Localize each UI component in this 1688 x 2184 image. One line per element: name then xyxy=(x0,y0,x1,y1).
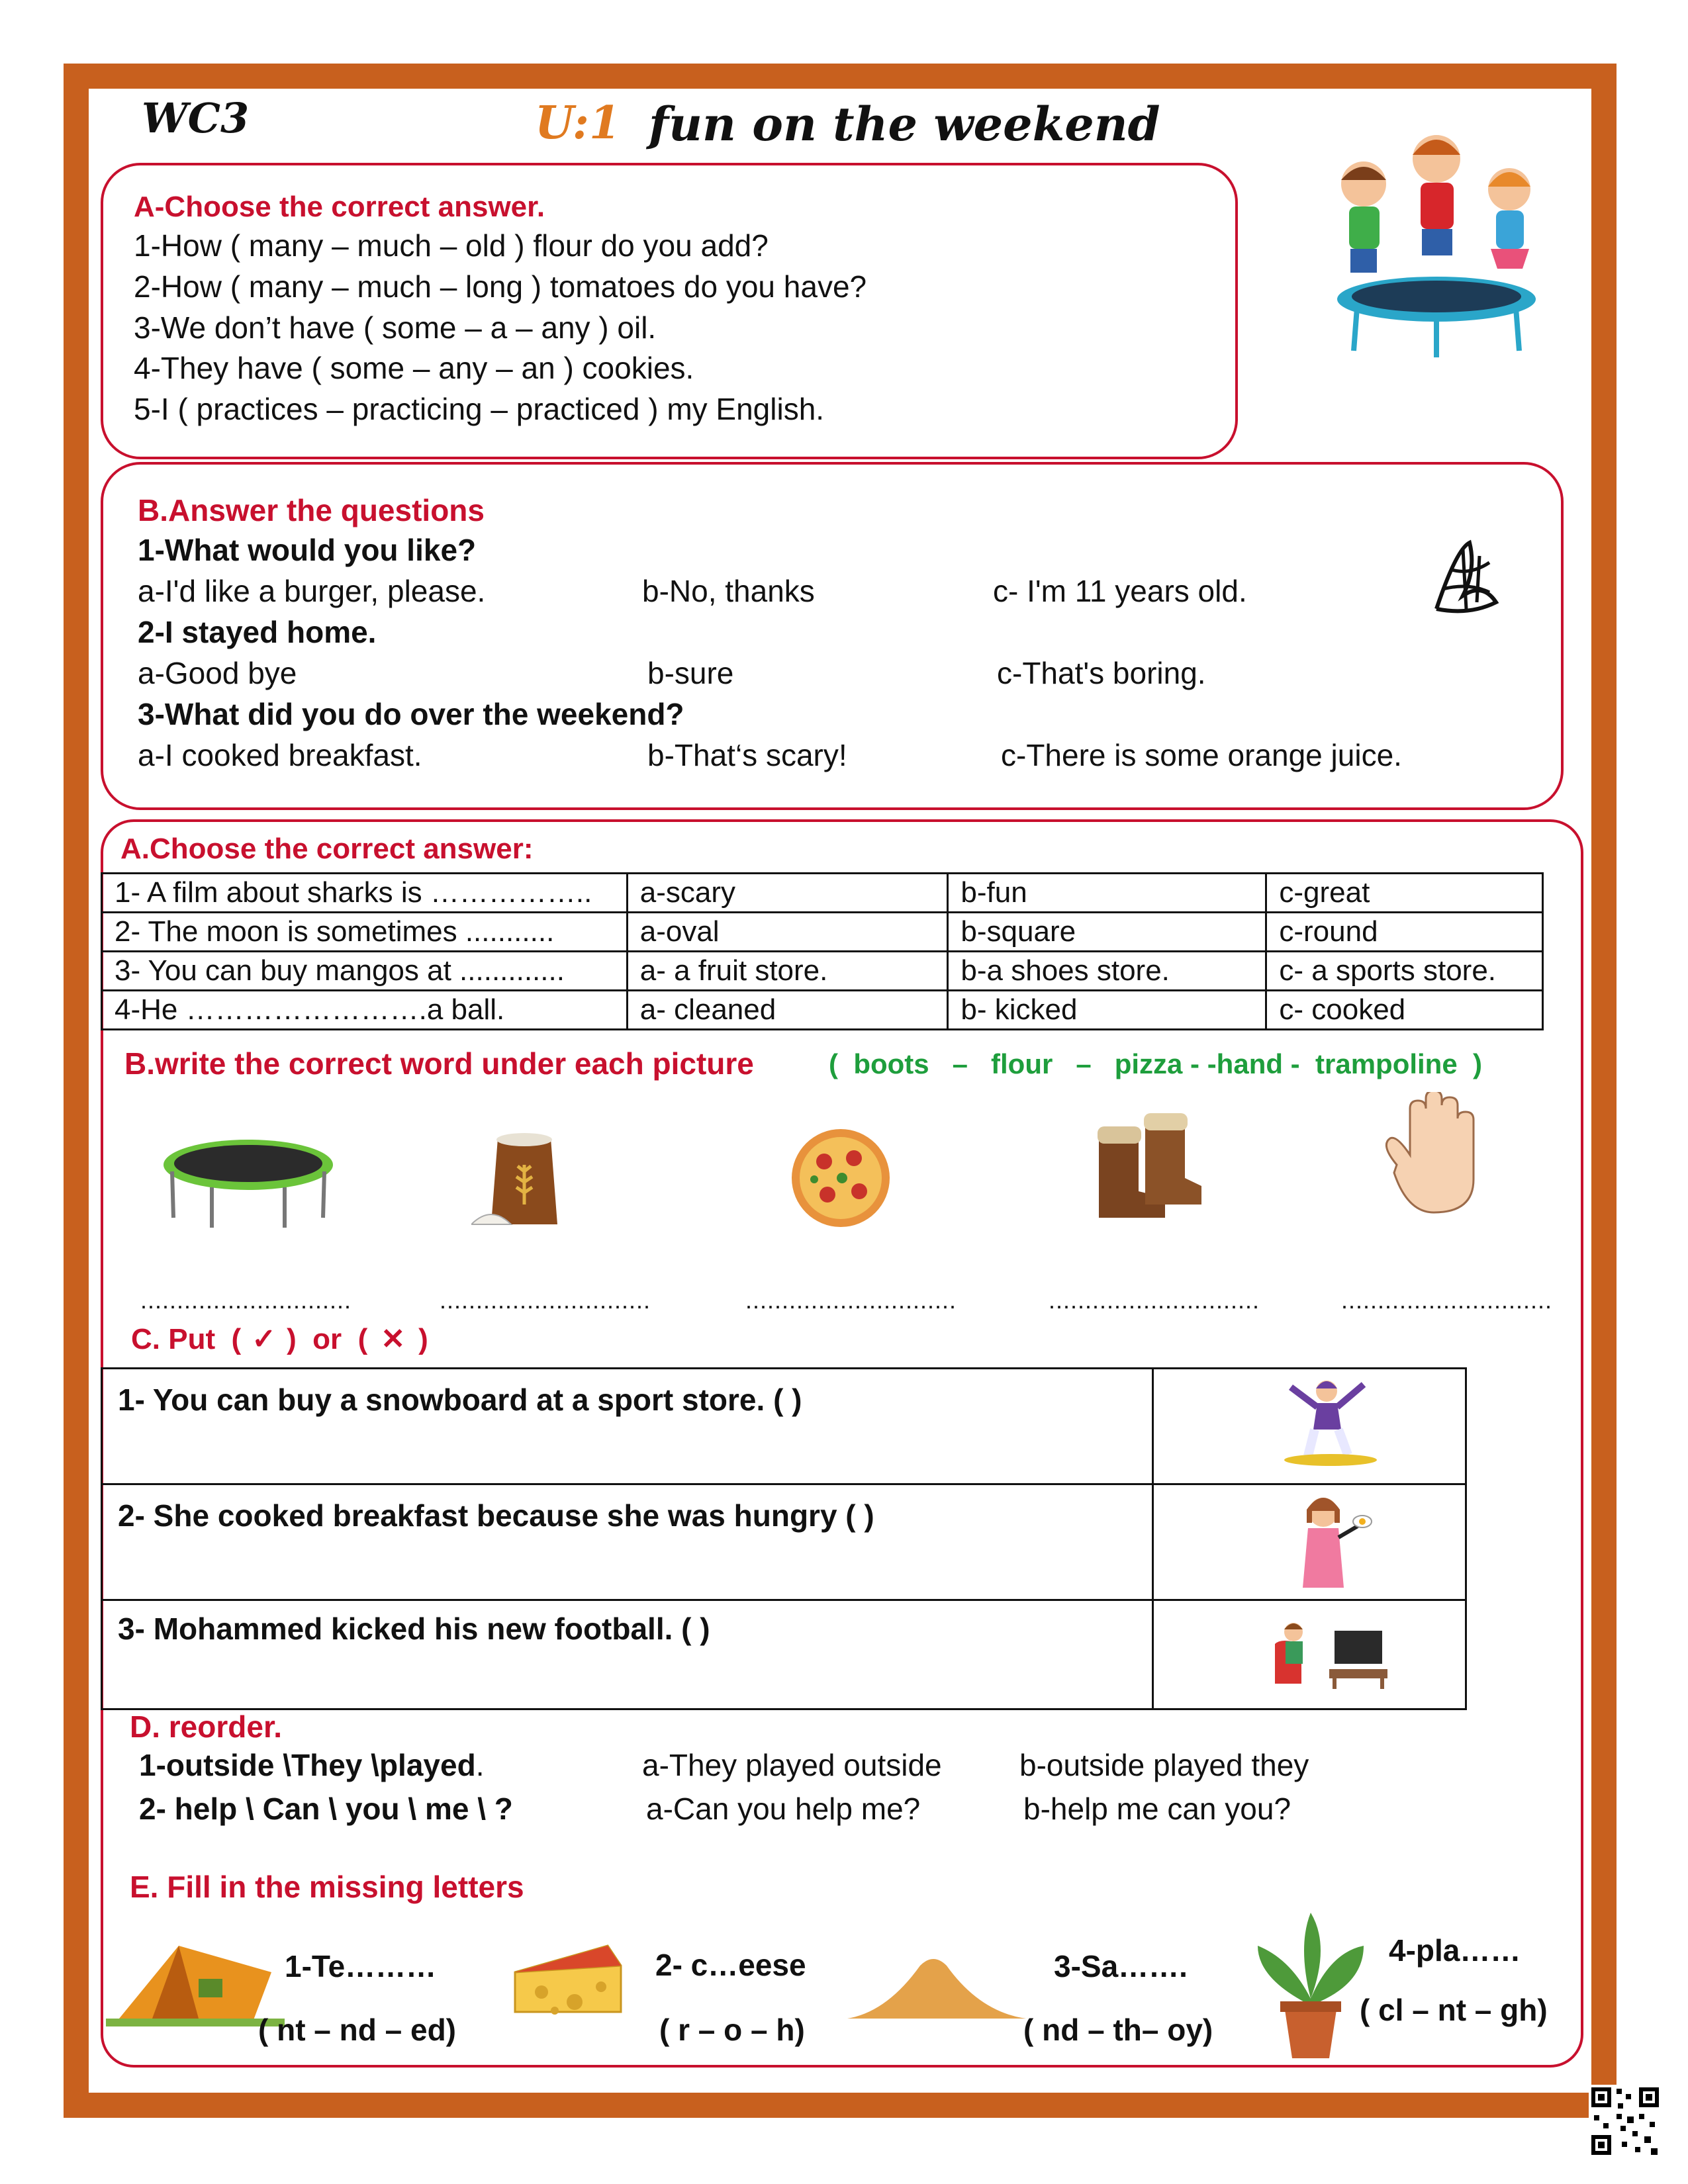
boots-image xyxy=(1086,1112,1205,1231)
reorder-1-option-b: b-outside played they xyxy=(1019,1748,1309,1782)
check-statement-1-text: You can buy a snowboard at a sport store. ( ) xyxy=(152,1383,802,1417)
section-check-heading xyxy=(131,1322,428,1356)
kids-trampoline-illustration xyxy=(1317,126,1556,364)
check-cross-table xyxy=(101,1367,1467,1710)
plant-image xyxy=(1251,1906,1370,2065)
check-statement-3-text: Mohammed kicked his new football. ( ) xyxy=(153,1612,710,1646)
question-2-option-b: b-sure xyxy=(647,656,734,690)
table-option-b: b- kicked xyxy=(948,991,1266,1030)
cross-mark-icon: ✕ xyxy=(381,1323,406,1355)
table-option-c: c- a sports store. xyxy=(1266,952,1543,991)
missing-letters-word-3: 3-Sa……. xyxy=(1054,1949,1188,1983)
reorder-1-option-a: a-They played outside xyxy=(642,1748,942,1782)
check-statement-cell xyxy=(102,1600,1153,1709)
check-statement-2-text: cooked breakfast because she was hungry ( ) xyxy=(217,1498,874,1533)
check-statement-1-lead: 1- xyxy=(118,1383,153,1417)
answer-blank-2[interactable]: ............................. xyxy=(440,1287,651,1314)
check-mark-icon: ✓ xyxy=(252,1323,277,1355)
answer-blank-4[interactable]: ............................. xyxy=(1049,1287,1260,1314)
check-statement-3 xyxy=(103,1602,1151,1649)
missing-letters-word-4: 4-pla…… xyxy=(1389,1933,1521,1968)
boy-watching-tv-image xyxy=(1271,1617,1464,1690)
reorder-question-2: 2- help \ Can \ you \ me \ ? xyxy=(139,1792,513,1826)
cooking-girl-image xyxy=(1287,1491,1464,1594)
table-option-a: a- a fruit store. xyxy=(627,952,948,991)
unit-label: U:1 xyxy=(535,97,621,150)
flour-image xyxy=(471,1125,577,1231)
table-option-c: c-great xyxy=(1266,874,1543,913)
table-question: 3- You can buy mangos at ............. xyxy=(102,952,628,991)
question-2-option-a: a-Good bye xyxy=(138,656,297,690)
section-choose-answer-heading: A-Choose the correct answer. xyxy=(134,191,545,223)
question-3-option-b: b-That‘s scary! xyxy=(647,738,847,772)
choose-question-4: 4-They have ( some – any – an ) cookies. xyxy=(134,351,694,385)
missing-letters-options-2: ( r – o – h) xyxy=(659,2013,805,2047)
reorder-2-option-a: a-Can you help me? xyxy=(646,1792,921,1826)
reorder-question-1-words: 1-outside \They \played xyxy=(139,1748,476,1782)
table-row xyxy=(102,1369,1466,1484)
check-statement-cell xyxy=(102,1369,1153,1484)
question-3-option-c: c-There is some orange juice. xyxy=(1001,738,1402,772)
table-option-a: a-scary xyxy=(627,874,948,913)
table-question: 2- The moon is sometimes ........... xyxy=(102,913,628,952)
choose-answer-table xyxy=(101,872,1544,1030)
table-row xyxy=(102,952,1543,991)
check-statement-2 xyxy=(103,1486,1151,1536)
table-option-a: a-oval xyxy=(627,913,948,952)
table-question: 1- A film about sharks is …………….. xyxy=(102,874,628,913)
section-reorder-heading: D. reorder. xyxy=(130,1709,283,1744)
worksheet-code: WC3 xyxy=(142,94,250,142)
choose-question-2: 2-How ( many – much – long ) tomatoes do you have? xyxy=(134,269,867,304)
check-statement-cell xyxy=(102,1484,1153,1600)
answer-blank-5[interactable]: ............................. xyxy=(1341,1287,1553,1314)
table-row xyxy=(102,1484,1466,1600)
question-2: 2-I stayed home. xyxy=(138,615,377,649)
missing-letters-word-2: 2- c…eese xyxy=(655,1948,806,1982)
check-heading-mid: ) or ( xyxy=(287,1323,368,1355)
check-heading-prefix: C. Put ( xyxy=(131,1323,242,1355)
trampoline-image xyxy=(159,1125,338,1231)
question-1-option-b: b-No, thanks xyxy=(642,574,815,608)
table-option-a: a- cleaned xyxy=(627,991,948,1030)
calligraphy-emblem xyxy=(1423,529,1509,629)
section-answer-questions-heading: B.Answer the questions xyxy=(138,493,485,527)
cheese-image xyxy=(508,1939,628,2025)
question-3: 3-What did you do over the weekend? xyxy=(138,697,684,731)
question-1: 1-What would you like? xyxy=(138,533,477,567)
table-row xyxy=(102,991,1543,1030)
question-2-option-c: c-That's boring. xyxy=(997,656,1206,690)
question-1-option-a: a-I'd like a burger, please. xyxy=(138,574,486,608)
table-option-b: b-square xyxy=(948,913,1266,952)
table-question: 4-He …………………….a ball. xyxy=(102,991,628,1030)
choose-question-5: 5-I ( practices – practicing – practiced ) my English. xyxy=(134,392,825,426)
section-missing-letters-heading: E. Fill in the missing letters xyxy=(130,1870,524,1904)
check-statement-1 xyxy=(103,1370,1151,1420)
table-row xyxy=(102,1600,1466,1709)
snowboarder-image xyxy=(1280,1375,1464,1475)
check-statement-3-lead: 3- xyxy=(118,1612,154,1646)
table-option-c: c- cooked xyxy=(1266,991,1543,1030)
check-heading-suffix: ) xyxy=(418,1323,428,1355)
cooking-girl-image-cell xyxy=(1152,1484,1466,1600)
question-1-option-c: c- I'm 11 years old. xyxy=(993,574,1247,608)
pizza-image xyxy=(788,1125,894,1231)
snowboarder-image-cell xyxy=(1152,1369,1466,1484)
word-bank: ( boots – flour – pizza - -hand - trampoline ) xyxy=(829,1048,1483,1079)
missing-letters-options-4: ( cl – nt – gh) xyxy=(1360,1993,1548,2027)
table-row xyxy=(102,874,1543,913)
check-statement-2-lead: 2- She xyxy=(118,1498,218,1533)
missing-letters-options-1: ( nt – nd – ed) xyxy=(258,2013,456,2047)
section-word-picture-heading: B.write the correct word under each picture xyxy=(124,1046,754,1081)
table-option-b: b-fun xyxy=(948,874,1266,913)
sand-image xyxy=(847,1952,1026,2025)
missing-letters-options-3: ( nd – th– oy) xyxy=(1023,2013,1213,2047)
reorder-question-1-period: . xyxy=(475,1748,485,1782)
reorder-question-1 xyxy=(139,1745,484,1786)
question-3-option-a: a-I cooked breakfast. xyxy=(138,738,422,772)
page-title: fun on the weekend xyxy=(649,97,1160,152)
table-option-b: b-a shoes store. xyxy=(948,952,1266,991)
answer-blank-3[interactable]: ............................. xyxy=(745,1287,957,1314)
choose-question-3: 3-We don’t have ( some – a – any ) oil. xyxy=(134,310,657,345)
section-table-heading: A.Choose the correct answer: xyxy=(120,833,534,865)
choose-question-1: 1-How ( many – much – old ) flour do you add? xyxy=(134,228,769,263)
table-row xyxy=(102,913,1543,952)
qr-code[interactable] xyxy=(1589,2085,1662,2158)
table-option-c: c-round xyxy=(1266,913,1543,952)
answer-blank-1[interactable]: ............................. xyxy=(140,1287,352,1314)
boy-watching-tv-image-cell xyxy=(1152,1600,1466,1709)
missing-letters-word-1: 1-Te……… xyxy=(285,1949,437,1983)
reorder-2-option-b: b-help me can you? xyxy=(1023,1792,1291,1826)
hand-image xyxy=(1377,1092,1496,1224)
